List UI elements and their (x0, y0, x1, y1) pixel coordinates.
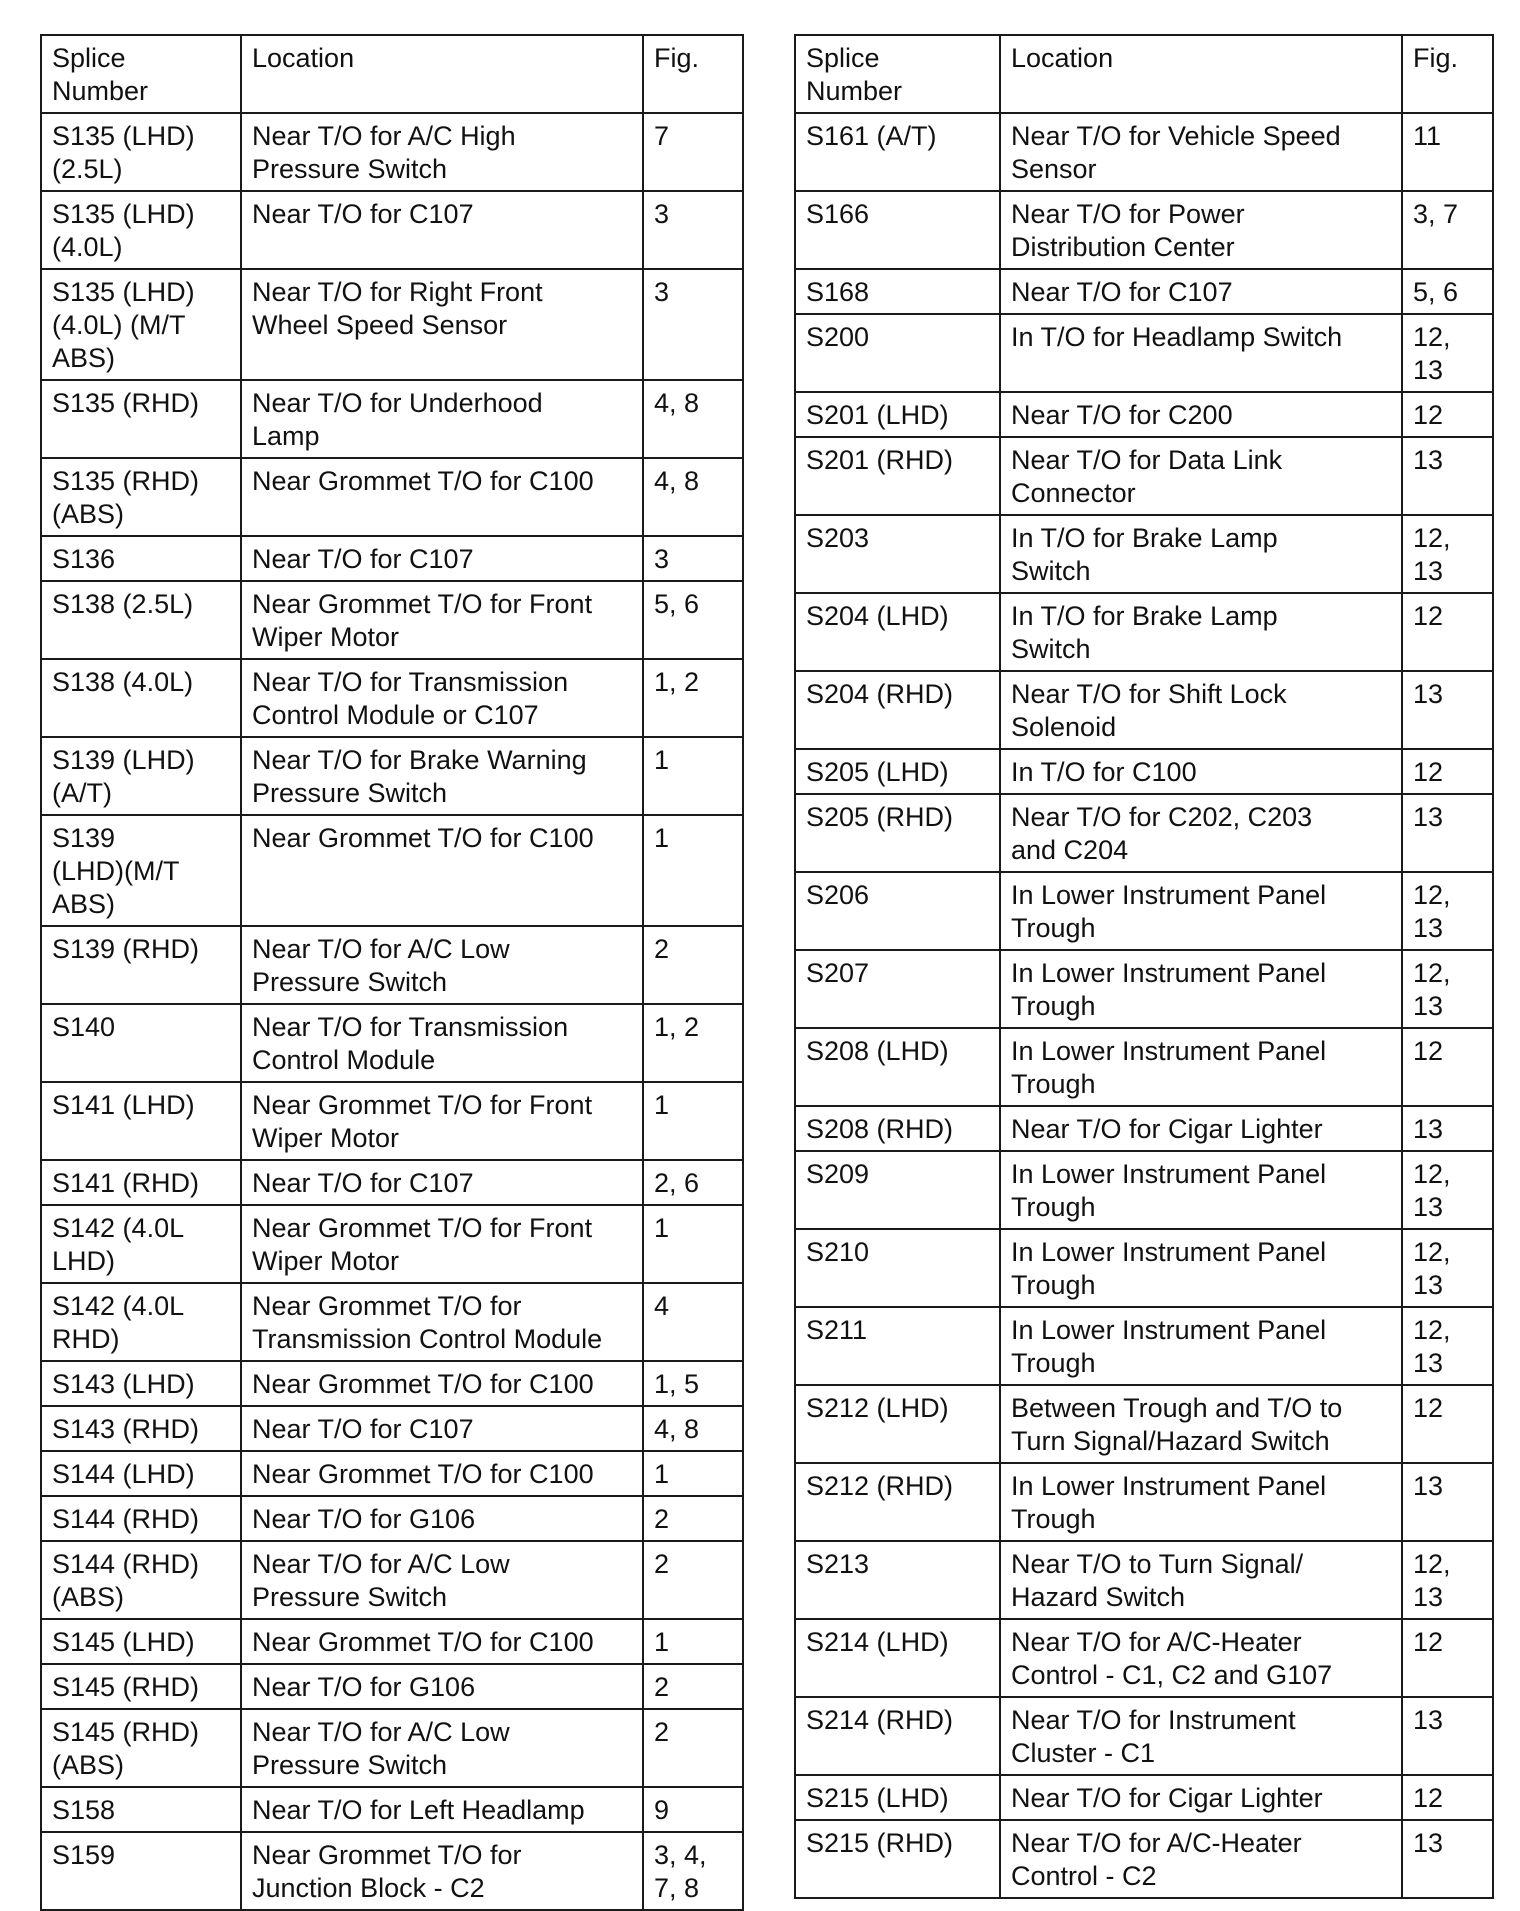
location-cell: Near Grommet T/O for C100 (241, 1619, 643, 1664)
location-cell: In T/O for Headlamp Switch (1000, 314, 1402, 392)
location-cell: Near Grommet T/O for C100 (241, 1451, 643, 1496)
table-row (795, 671, 1493, 749)
splice-number-cell: S204 (RHD) (795, 671, 1000, 749)
fig-cell: 13 (1402, 437, 1493, 515)
fig-cell: 7 (643, 113, 743, 191)
table-row (41, 1004, 743, 1082)
location-cell: Near T/O for Underhood Lamp (241, 380, 643, 458)
fig-cell: 13 (1402, 1697, 1493, 1775)
fig-cell: 12, 13 (1402, 1541, 1493, 1619)
location-cell: Near T/O for Shift Lock Solenoid (1000, 671, 1402, 749)
table-row (795, 1106, 1493, 1151)
splice-number-cell: S144 (LHD) (41, 1451, 241, 1496)
splice-number-cell: S213 (795, 1541, 1000, 1619)
fig-cell: 1 (643, 1619, 743, 1664)
fig-cell: 4 (643, 1283, 743, 1361)
splice-number-cell: S144 (RHD) (41, 1496, 241, 1541)
splice-number-cell: S204 (LHD) (795, 593, 1000, 671)
splice-number-cell: S206 (795, 872, 1000, 950)
splice-number-cell: S208 (LHD) (795, 1028, 1000, 1106)
location-cell: Near T/O for A/C Low Pressure Switch (241, 926, 643, 1004)
header-row (795, 35, 1493, 113)
location-cell: Near Grommet T/O for C100 (241, 458, 643, 536)
splice-number-cell: S135 (LHD) (2.5L) (41, 113, 241, 191)
fig-cell: 4, 8 (643, 1406, 743, 1451)
table-row (795, 515, 1493, 593)
splice-number-cell: S141 (RHD) (41, 1160, 241, 1205)
splice-number-cell: S166 (795, 191, 1000, 269)
fig-cell: 2 (643, 926, 743, 1004)
location-cell: Near T/O for Brake Warning Pressure Switch (241, 737, 643, 815)
location-cell: Near T/O for G106 (241, 1664, 643, 1709)
header-location: Location (1000, 35, 1402, 113)
location-cell: Near T/O to Turn Signal/ Hazard Switch (1000, 1541, 1402, 1619)
location-cell: Near T/O for C107 (241, 191, 643, 269)
table-row (41, 536, 743, 581)
splice-number-cell: S159 (41, 1832, 241, 1910)
location-cell: Near T/O for A/C-Heater Control - C2 (1000, 1820, 1402, 1898)
table-row (795, 872, 1493, 950)
location-cell: Near T/O for Vehicle Speed Sensor (1000, 113, 1402, 191)
splice-number-cell: S139 (LHD)(M/T ABS) (41, 815, 241, 926)
table-row (41, 1496, 743, 1541)
location-cell: Near T/O for A/C Low Pressure Switch (241, 1541, 643, 1619)
fig-cell: 13 (1402, 1106, 1493, 1151)
splice-number-cell: S209 (795, 1151, 1000, 1229)
table-row (41, 1205, 743, 1283)
table-row (41, 1283, 743, 1361)
table-row (795, 1541, 1493, 1619)
table-row (795, 1151, 1493, 1229)
location-cell: Near Grommet T/O for C100 (241, 1361, 643, 1406)
table-row (795, 1307, 1493, 1385)
location-cell: Near T/O for Left Headlamp (241, 1787, 643, 1832)
location-cell: Near T/O for A/C Low Pressure Switch (241, 1709, 643, 1787)
table-row (795, 1028, 1493, 1106)
table-row (795, 1463, 1493, 1541)
fig-cell: 3 (643, 536, 743, 581)
fig-cell: 3 (643, 269, 743, 380)
fig-cell: 12 (1402, 1619, 1493, 1697)
fig-cell: 2 (643, 1496, 743, 1541)
table-row (795, 1820, 1493, 1898)
table-row (41, 269, 743, 380)
location-cell: Near T/O for C107 (241, 1160, 643, 1205)
fig-cell: 13 (1402, 1463, 1493, 1541)
fig-cell: 9 (643, 1787, 743, 1832)
table-row (41, 1361, 743, 1406)
fig-cell: 4, 8 (643, 380, 743, 458)
table-row (41, 1832, 743, 1910)
location-cell: In T/O for C100 (1000, 749, 1402, 794)
table-row (41, 1541, 743, 1619)
splice-table-left (40, 34, 744, 1911)
fig-cell: 11 (1402, 113, 1493, 191)
table-row (41, 1082, 743, 1160)
table-row (41, 581, 743, 659)
location-cell: Near T/O for C200 (1000, 392, 1402, 437)
location-cell: Near T/O for Cigar Lighter (1000, 1775, 1402, 1820)
splice-number-cell: S210 (795, 1229, 1000, 1307)
fig-cell: 2 (643, 1709, 743, 1787)
fig-cell: 1, 5 (643, 1361, 743, 1406)
fig-cell: 12, 13 (1402, 515, 1493, 593)
fig-cell: 1 (643, 815, 743, 926)
location-cell: Near T/O for Data Link Connector (1000, 437, 1402, 515)
splice-number-cell: S140 (41, 1004, 241, 1082)
header-splice-number: Splice Number (41, 35, 241, 113)
splice-number-cell: S138 (4.0L) (41, 659, 241, 737)
splice-number-cell: S136 (41, 536, 241, 581)
splice-number-cell: S214 (RHD) (795, 1697, 1000, 1775)
location-cell: Near T/O for Power Distribution Center (1000, 191, 1402, 269)
fig-cell: 12, 13 (1402, 872, 1493, 950)
fig-cell: 13 (1402, 794, 1493, 872)
table-row (41, 1709, 743, 1787)
splice-number-cell: S135 (LHD) (4.0L) (41, 191, 241, 269)
table-row (41, 926, 743, 1004)
location-cell: Near T/O for Transmission Control Module or C107 (241, 659, 643, 737)
location-cell: Near T/O for Instrument Cluster - C1 (1000, 1697, 1402, 1775)
splice-number-cell: S143 (RHD) (41, 1406, 241, 1451)
header-location: Location (241, 35, 643, 113)
table-row (41, 1451, 743, 1496)
table-row (41, 191, 743, 269)
splice-number-cell: S215 (RHD) (795, 1820, 1000, 1898)
location-cell: Near Grommet T/O for Front Wiper Motor (241, 1082, 643, 1160)
fig-cell: 12 (1402, 1775, 1493, 1820)
fig-cell: 12 (1402, 749, 1493, 794)
table-row (41, 458, 743, 536)
header-splice-number: Splice Number (795, 35, 1000, 113)
splice-number-cell: S142 (4.0L RHD) (41, 1283, 241, 1361)
location-cell: Near T/O for C202, C203 and C204 (1000, 794, 1402, 872)
table-row (795, 392, 1493, 437)
splice-table-right (794, 34, 1494, 1899)
table-row (41, 1619, 743, 1664)
fig-cell: 1 (643, 1451, 743, 1496)
splice-number-cell: S145 (LHD) (41, 1619, 241, 1664)
fig-cell: 4, 8 (643, 458, 743, 536)
location-cell: Near T/O for A/C-Heater Control - C1, C2 and G107 (1000, 1619, 1402, 1697)
table-row (41, 1664, 743, 1709)
table-row (795, 1697, 1493, 1775)
location-cell: Near Grommet T/O for Junction Block - C2 (241, 1832, 643, 1910)
fig-cell: 12 (1402, 593, 1493, 671)
table-row (795, 1619, 1493, 1697)
splice-number-cell: S212 (RHD) (795, 1463, 1000, 1541)
splice-number-cell: S212 (LHD) (795, 1385, 1000, 1463)
fig-cell: 1 (643, 737, 743, 815)
splice-number-cell: S141 (LHD) (41, 1082, 241, 1160)
header-fig: Fig. (1402, 35, 1493, 113)
splice-number-cell: S168 (795, 269, 1000, 314)
location-cell: Near Grommet T/O for C100 (241, 815, 643, 926)
location-cell: Near T/O for Right Front Wheel Speed Sensor (241, 269, 643, 380)
table-row (41, 380, 743, 458)
splice-number-cell: S139 (RHD) (41, 926, 241, 1004)
fig-cell: 12, 13 (1402, 950, 1493, 1028)
location-cell: In Lower Instrument Panel Trough (1000, 872, 1402, 950)
splice-number-cell: S215 (LHD) (795, 1775, 1000, 1820)
location-cell: In T/O for Brake Lamp Switch (1000, 515, 1402, 593)
splice-number-cell: S211 (795, 1307, 1000, 1385)
location-cell: In Lower Instrument Panel Trough (1000, 1229, 1402, 1307)
splice-number-cell: S205 (LHD) (795, 749, 1000, 794)
location-cell: Near T/O for Transmission Control Module (241, 1004, 643, 1082)
table-row (795, 269, 1493, 314)
location-cell: Near T/O for G106 (241, 1496, 643, 1541)
fig-cell: 1 (643, 1082, 743, 1160)
table-row (795, 749, 1493, 794)
splice-number-cell: S143 (LHD) (41, 1361, 241, 1406)
location-cell: In Lower Instrument Panel Trough (1000, 1151, 1402, 1229)
table-row (41, 659, 743, 737)
table-row (795, 1385, 1493, 1463)
splice-number-cell: S135 (RHD) (41, 380, 241, 458)
fig-cell: 13 (1402, 1820, 1493, 1898)
location-cell: In Lower Instrument Panel Trough (1000, 1463, 1402, 1541)
splice-number-cell: S145 (RHD) (41, 1664, 241, 1709)
table-row (41, 815, 743, 926)
location-cell: Near Grommet T/O for Transmission Control Module (241, 1283, 643, 1361)
table-row (41, 113, 743, 191)
fig-cell: 1 (643, 1205, 743, 1283)
table-row (41, 1406, 743, 1451)
splice-number-cell: S138 (2.5L) (41, 581, 241, 659)
location-cell: Near T/O for Cigar Lighter (1000, 1106, 1402, 1151)
fig-cell: 12 (1402, 1028, 1493, 1106)
fig-cell: 13 (1402, 671, 1493, 749)
splice-number-cell: S142 (4.0L LHD) (41, 1205, 241, 1283)
splice-number-cell: S214 (LHD) (795, 1619, 1000, 1697)
table-row (41, 1160, 743, 1205)
fig-cell: 12, 13 (1402, 1151, 1493, 1229)
location-cell: In Lower Instrument Panel Trough (1000, 950, 1402, 1028)
table-row (41, 737, 743, 815)
location-cell: Near T/O for C107 (241, 536, 643, 581)
splice-number-cell: S139 (LHD) (A/T) (41, 737, 241, 815)
fig-cell: 12, 13 (1402, 1229, 1493, 1307)
splice-number-cell: S158 (41, 1787, 241, 1832)
table-row (795, 1775, 1493, 1820)
table-row (41, 1787, 743, 1832)
location-cell: In Lower Instrument Panel Trough (1000, 1307, 1402, 1385)
table-row (795, 1229, 1493, 1307)
splice-number-cell: S135 (LHD) (4.0L) (M/T ABS) (41, 269, 241, 380)
location-cell: Near T/O for C107 (241, 1406, 643, 1451)
splice-number-cell: S201 (LHD) (795, 392, 1000, 437)
fig-cell: 3, 4, 7, 8 (643, 1832, 743, 1910)
splice-number-cell: S203 (795, 515, 1000, 593)
fig-cell: 5, 6 (643, 581, 743, 659)
splice-number-cell: S145 (RHD) (ABS) (41, 1709, 241, 1787)
table-row (795, 593, 1493, 671)
fig-cell: 1, 2 (643, 1004, 743, 1082)
table-row (795, 191, 1493, 269)
table-row (795, 950, 1493, 1028)
fig-cell: 2, 6 (643, 1160, 743, 1205)
table-row (795, 113, 1493, 191)
location-cell: Near Grommet T/O for Front Wiper Motor (241, 1205, 643, 1283)
table-row (795, 314, 1493, 392)
location-cell: Near T/O for A/C High Pressure Switch (241, 113, 643, 191)
splice-number-cell: S200 (795, 314, 1000, 392)
splice-number-cell: S201 (RHD) (795, 437, 1000, 515)
fig-cell: 12 (1402, 1385, 1493, 1463)
fig-cell: 12, 13 (1402, 314, 1493, 392)
fig-cell: 2 (643, 1541, 743, 1619)
fig-cell: 1, 2 (643, 659, 743, 737)
location-cell: Near T/O for C107 (1000, 269, 1402, 314)
fig-cell: 3 (643, 191, 743, 269)
fig-cell: 3, 7 (1402, 191, 1493, 269)
location-cell: In T/O for Brake Lamp Switch (1000, 593, 1402, 671)
fig-cell: 5, 6 (1402, 269, 1493, 314)
fig-cell: 12, 13 (1402, 1307, 1493, 1385)
splice-number-cell: S207 (795, 950, 1000, 1028)
splice-number-cell: S135 (RHD) (ABS) (41, 458, 241, 536)
splice-number-cell: S208 (RHD) (795, 1106, 1000, 1151)
header-row (41, 35, 743, 113)
location-cell: Near Grommet T/O for Front Wiper Motor (241, 581, 643, 659)
fig-cell: 12 (1402, 392, 1493, 437)
table-row (795, 437, 1493, 515)
location-cell: In Lower Instrument Panel Trough (1000, 1028, 1402, 1106)
splice-number-cell: S144 (RHD) (ABS) (41, 1541, 241, 1619)
fig-cell: 2 (643, 1664, 743, 1709)
splice-number-cell: S205 (RHD) (795, 794, 1000, 872)
location-cell: Between Trough and T/O to Turn Signal/Hazard Switch (1000, 1385, 1402, 1463)
header-fig: Fig. (643, 35, 743, 113)
table-row (795, 794, 1493, 872)
splice-number-cell: S161 (A/T) (795, 113, 1000, 191)
